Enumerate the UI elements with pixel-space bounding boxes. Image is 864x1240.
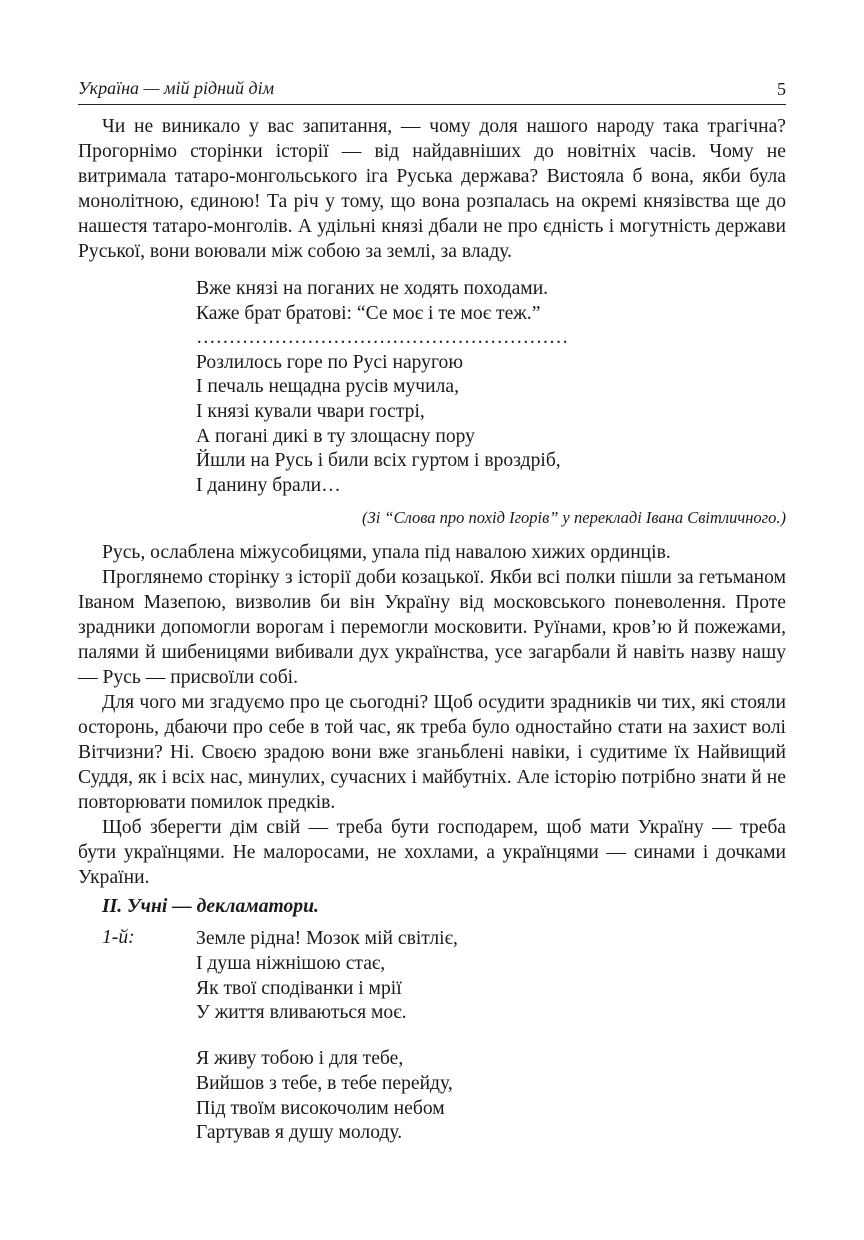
verse-line: Вийшов з тебе, в тебе перейду, — [196, 1072, 453, 1094]
verse-stanza-1 — [196, 927, 458, 1026]
running-header — [78, 74, 786, 105]
main-text — [78, 540, 786, 890]
paragraph: Русь, ослаблена міжусобицями, упала під навалою хижих ординців. — [102, 542, 671, 563]
paragraph: Щоб зберегти дім свій — треба бути господарем, щоб мати Україну — треба бути українцями. Не малоросами, не хохлами, а українцями — синами і дочками України. — [78, 817, 786, 888]
speaker-label: 1-й: — [102, 927, 135, 948]
verse-line: Як твої сподіванки і мрії — [196, 977, 402, 999]
verse-line: Земле рідна! Мозок мій світліє, — [196, 928, 458, 949]
section-heading: ІІ. Учні — декламатори. — [102, 896, 319, 917]
verse-stanza-2 — [196, 1047, 453, 1146]
verse-line: Під твоїм високочолим небом — [196, 1097, 445, 1119]
poem-line: І князі кували чвари гострі, — [196, 400, 425, 422]
poem-line: А погані дикі в ту злощасну пору — [196, 425, 475, 447]
poem-line: І данину брали… — [196, 474, 341, 496]
poem-line: Розлилось горе по Русі наругою — [196, 351, 463, 373]
poem-line: Йшли на Русь і били всіх гуртом і вроздріб, — [196, 450, 561, 472]
intro-text — [78, 114, 786, 264]
poem-line: Вже князі на поганих не ходять походами. — [196, 278, 549, 299]
poem-ellipsis-line: ………………………………………………… — [196, 327, 569, 349]
poem-line: І печаль нещадна русів мучила, — [196, 376, 460, 398]
verse-line: І душа ніжнішою стає, — [196, 952, 386, 974]
page-number: 5 — [777, 79, 786, 99]
verse-line: Гартував я душу молоду. — [196, 1122, 403, 1144]
poem-line: Каже брат братові: “Се моє і те моє теж.” — [196, 302, 541, 324]
running-title: Україна — мій рідний дім — [78, 78, 275, 98]
verse-line: У життя вливаються моє. — [196, 1002, 407, 1024]
poem-source: (Зі “Слова про похід Ігорів” у перекладі Івана Світличного.) — [362, 508, 786, 527]
verse-line: Я живу тобою і для тебе, — [196, 1048, 404, 1069]
poem-excerpt — [196, 277, 568, 498]
paragraph: Для чого ми згадуємо про це сьогодні? Щоб осудити зрадників чи тих, які стояли осторонь, дбаючи про себе в той час, як треба було одностайно стати на захист волі Вітчизни? Ні. Своєю зрадою вони вже зганьблені навіки, і судитиме їх Найвищий Суддя, як і всіх нас, минулих, сучасних і майбутніх. Але історію потрібно знати й не повторювати помилок предків. — [78, 692, 786, 813]
paragraph: Чи не виникало у вас запитання, — чому доля нашого народу така трагічна? Прогорнімо сторінки історії — від найдавніших до новітніх часів. Чому не витримала татаро-монгольського іга Руська держава? Вистояла б вона, якби була монолітною, єдиною! Та річ у тому, що вона розпалась на окремі князівства ще до нашестя татаро-монголів. А удільні князі дбали не про єдність і могутність держави Руської, вони воювали між собою за землі, за владу. — [78, 116, 786, 262]
paragraph: Проглянемо сторінку з історії доби козацької. Якби всі полки пішли за гетьманом Іваном Мазепою, визволив би він Україну від московського поневолення. Проте зрадники допомогли ворогам і перемогли московити. Руїнами, кров’ю й пожежами, палями й шибеницями вибивали дух українства, усе загарбали й навіть назву нашу — Русь — присвоїли собі. — [78, 567, 786, 688]
